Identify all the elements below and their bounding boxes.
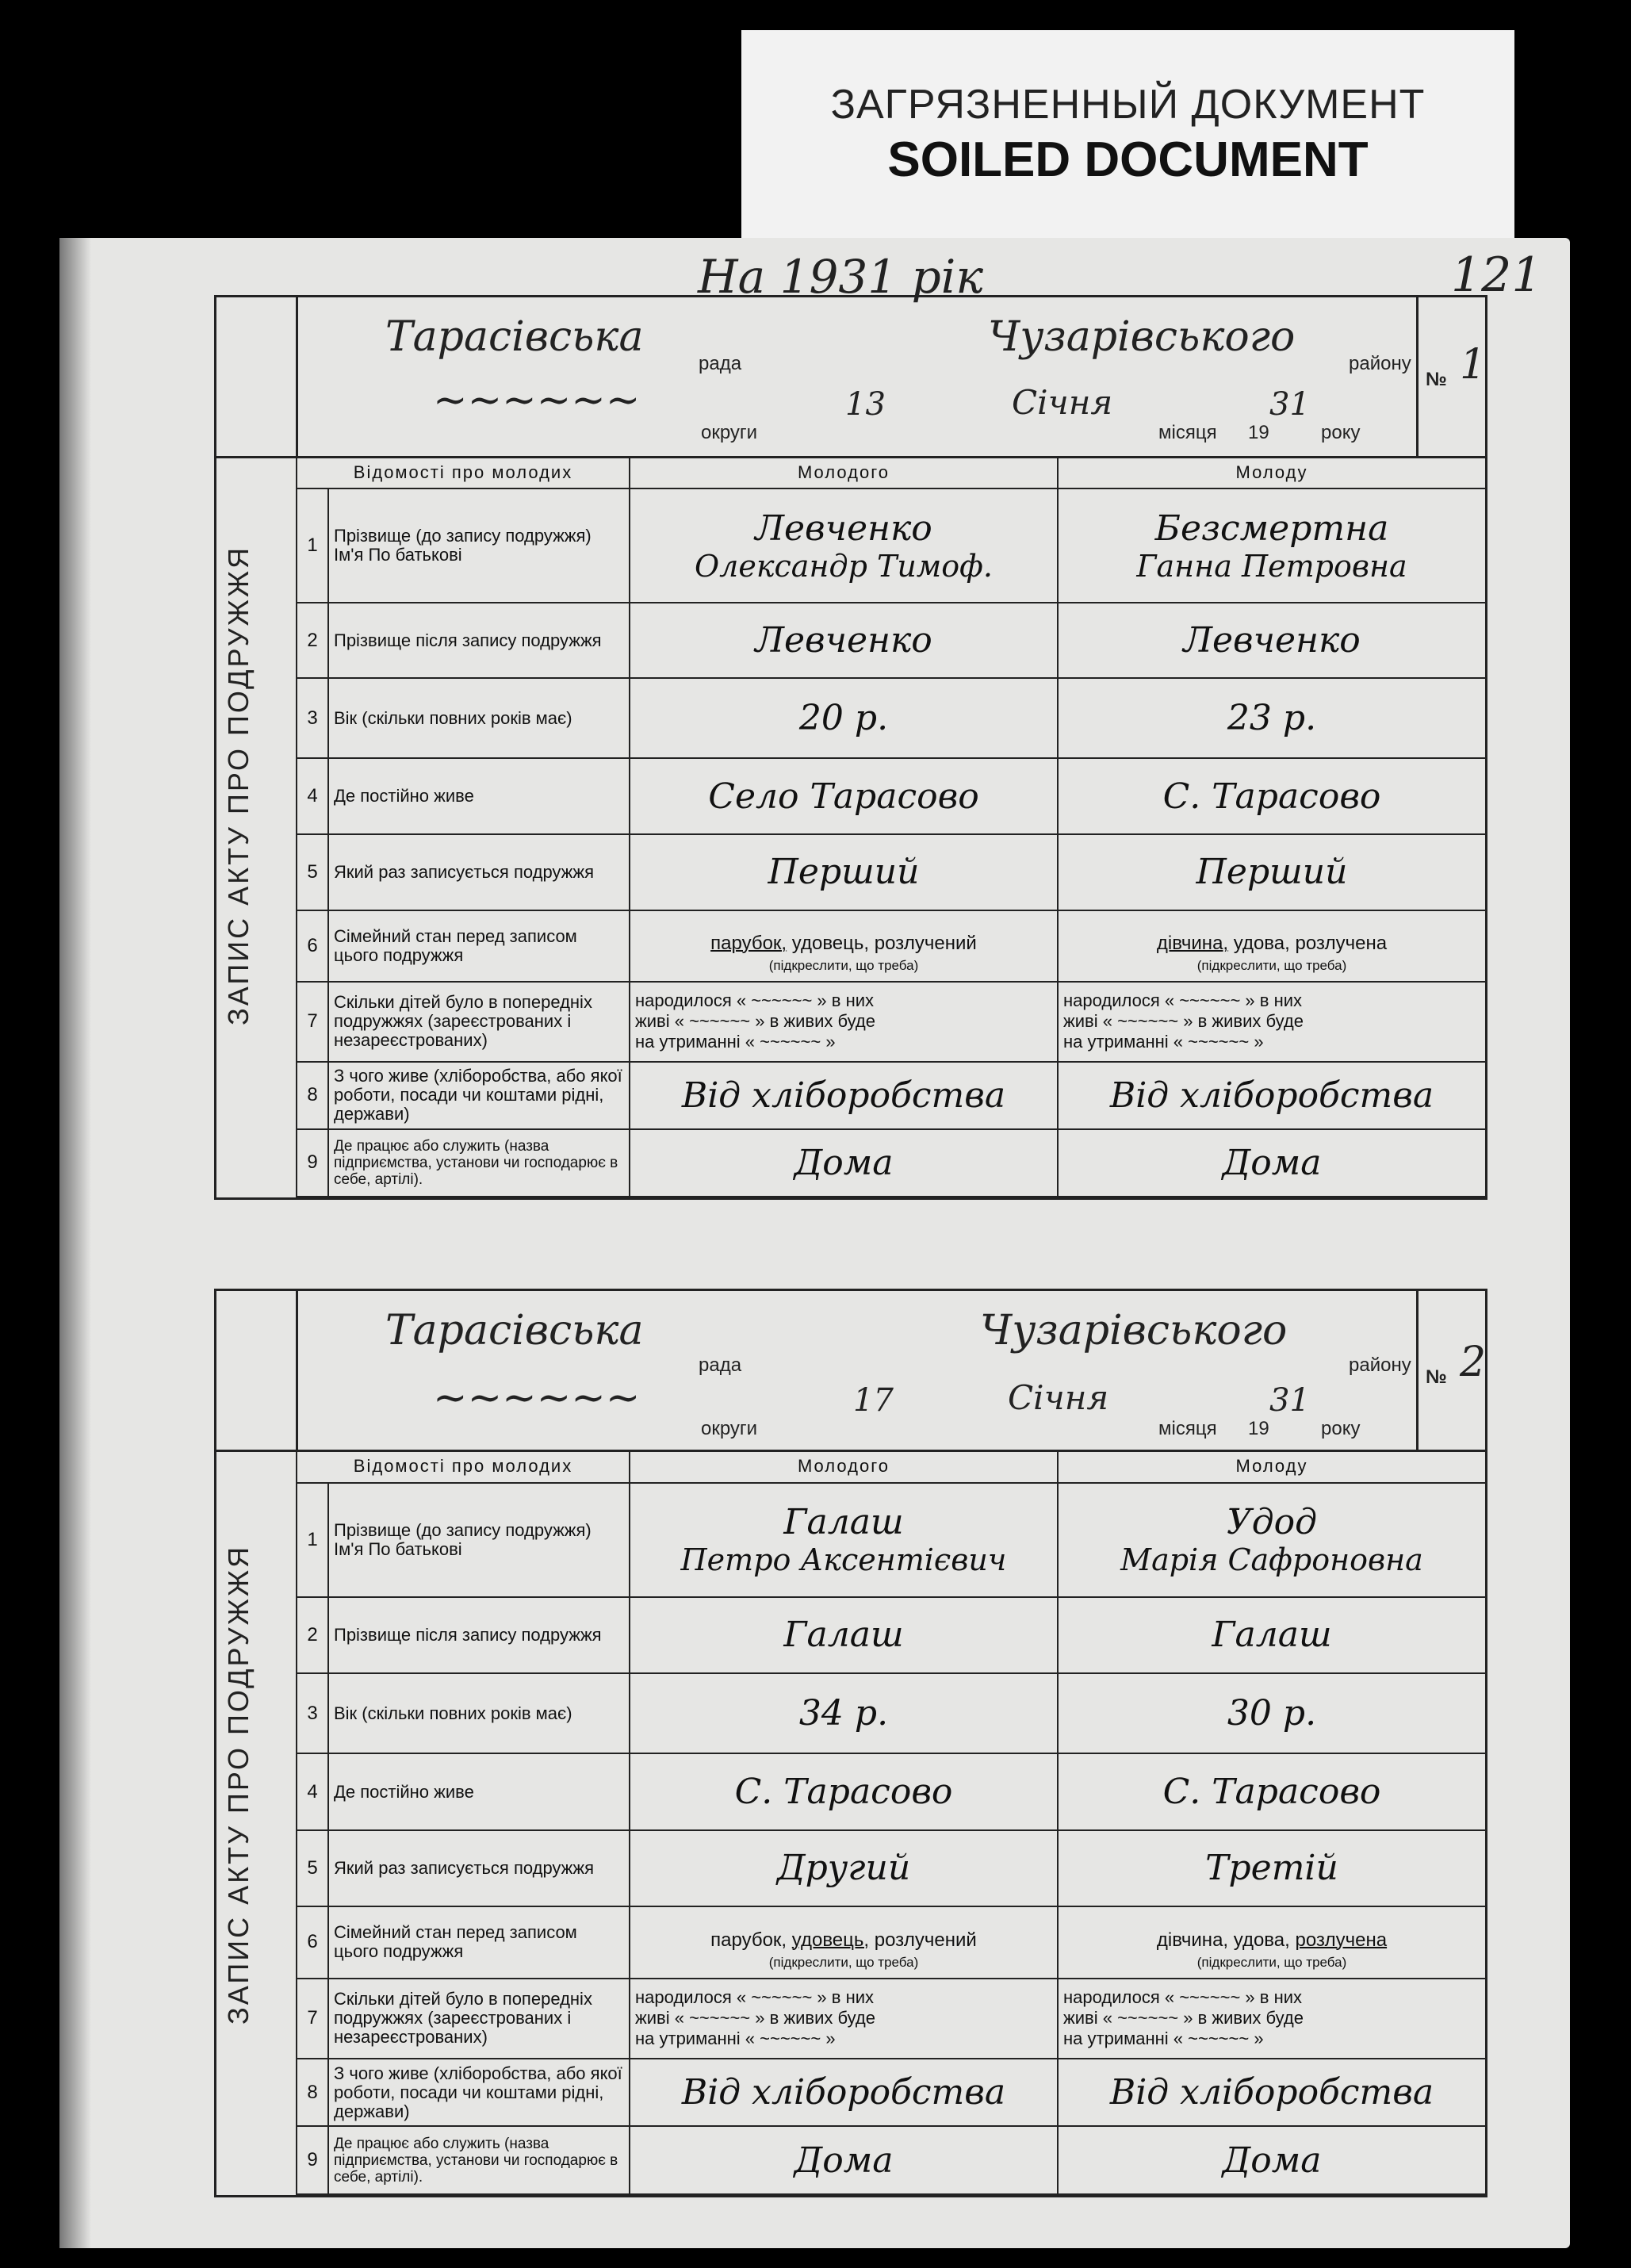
roku-label: року	[1321, 422, 1361, 443]
year-header: На 1931 рік	[698, 250, 983, 304]
groom-surname-after: Галаш	[630, 1597, 1058, 1673]
blank-dash: ~~~~~~	[1117, 1011, 1179, 1032]
groom-surname: Галаш	[783, 1502, 904, 1543]
record-2-table	[296, 1450, 1487, 2195]
record-2-header	[216, 1291, 1485, 1452]
row-number: 5	[297, 1830, 328, 1906]
groom-age: 20 р.	[630, 678, 1058, 758]
question-times-married: Який раз записується подружжя	[328, 1830, 630, 1906]
children-label: » в них	[817, 990, 875, 1011]
row-number: 8	[297, 1062, 328, 1129]
blank-dash: ~~~~~~	[689, 2008, 751, 2029]
question-residence: Де постійно живе	[328, 758, 630, 834]
question-marital-status: Сімейний стан перед записом цього подружжя	[328, 910, 630, 982]
row-number: 1	[297, 1483, 328, 1597]
underline-hint: (підкреслити, що треба)	[768, 1954, 919, 1970]
row-number: 4	[297, 1753, 328, 1829]
children-label: » в живих буде	[755, 1011, 875, 1032]
groom-marital-status	[630, 1906, 1058, 1979]
question-name: Прізвище (до запису подружжя) Ім'я По батькові	[328, 488, 630, 602]
bride-surname: Удод	[1226, 1502, 1318, 1543]
row-number: 7	[297, 982, 328, 1062]
year-prefix: 19	[1248, 1418, 1269, 1439]
question-age: Вік (скільки повних років має)	[328, 1673, 630, 1753]
bride-surname-after: Левченко	[1058, 603, 1486, 679]
okruhy-label: округи	[701, 1418, 758, 1439]
children-alive-label: живі «	[1063, 1011, 1112, 1032]
row-number: 2	[297, 1597, 328, 1673]
status-option-underlined: розлучена	[1295, 1929, 1388, 1951]
groom-workplace: Дома	[630, 1129, 1058, 1197]
status-option-underlined: парубок,	[710, 933, 787, 955]
status-option: розлучена	[1295, 933, 1388, 955]
number-label: №	[1426, 1366, 1447, 1388]
bride-income: Від хліборобства	[1058, 2059, 1486, 2126]
number-label: №	[1426, 369, 1447, 390]
question-income: З чого живе (хліборобства, або якої роботи, посади чи коштами рідні, держави)	[328, 2059, 630, 2126]
col-info-header: Відомості про молодих	[297, 457, 630, 488]
question-residence: Де постійно живе	[328, 1753, 630, 1829]
children-support-label: на утриманні «	[1063, 1032, 1183, 1052]
blank-dash: ~~~~~~	[1188, 1032, 1250, 1052]
children-born-label: народилося «	[635, 1987, 747, 2008]
blank-dash: ~~~~~~	[1188, 2029, 1250, 2049]
underline-hint: (підкреслити, що треба)	[768, 958, 919, 974]
bride-workplace: Дома	[1058, 1129, 1486, 1197]
groom-name-cell	[630, 488, 1058, 602]
bride-name-cell	[1058, 1483, 1486, 1597]
children-support-label: на утриманні «	[635, 2029, 755, 2049]
bride-times-married: Перший	[1058, 834, 1486, 910]
bride-given-name: Марія Сафроновна	[1120, 1542, 1423, 1578]
groom-surname: Левченко	[755, 508, 932, 549]
bride-income: Від хліборобства	[1058, 1062, 1486, 1129]
groom-children	[630, 1979, 1058, 2059]
groom-income: Від хліборобства	[630, 2059, 1058, 2126]
raion-label: району	[1349, 353, 1411, 374]
bride-age: 23 р.	[1058, 678, 1486, 758]
okruha-value: ~~~~~~	[433, 377, 641, 424]
misiatsia-label: місяця	[1158, 422, 1217, 443]
status-option: дівчина,	[1156, 1929, 1229, 1951]
blank-dash: ~~~~~~	[751, 990, 813, 1011]
groom-given-name: Олександр Тимоф.	[694, 548, 993, 584]
soiled-document-stamp	[741, 30, 1514, 238]
question-workplace: Де працює або служить (назва підприємства, установи чи господарює в себе, артілі).	[328, 2126, 630, 2194]
children-label: »	[825, 2029, 836, 2049]
question-children: Скільки дітей було в попередніх подружжях (зареєстрованих і незареєстрованих)	[328, 982, 630, 1062]
groom-income: Від хліборобства	[630, 1062, 1058, 1129]
rada-name: Тарасівська	[385, 313, 644, 361]
row-number: 3	[297, 678, 328, 758]
raion-name: Чузарівського	[980, 1307, 1288, 1354]
side-label-record-1: ЗАПИС АКТУ ПРО ПОДРУЖЖЯ	[222, 545, 255, 1025]
page-edge-shadow	[59, 238, 91, 2248]
bride-given-name: Ганна Петровна	[1136, 548, 1407, 584]
children-label: »	[1254, 2029, 1264, 2049]
children-support-label: на утриманні «	[1063, 2029, 1183, 2049]
row-number: 4	[297, 758, 328, 834]
year-suffix: 31	[1269, 1382, 1310, 1419]
status-option: розлучений	[874, 1929, 977, 1951]
children-label: » в живих буде	[1183, 2008, 1304, 2029]
row-number: 9	[297, 2126, 328, 2194]
children-label: » в них	[817, 1987, 875, 2008]
children-label: »	[1254, 1032, 1264, 1052]
row-number: 3	[297, 1673, 328, 1753]
groom-surname-after: Левченко	[630, 603, 1058, 679]
blank-dash: ~~~~~~	[760, 2029, 821, 2049]
marriage-record-2	[214, 1289, 1487, 2197]
row-number: 7	[297, 1979, 328, 2059]
children-label: » в живих буде	[755, 2008, 875, 2029]
row-number: 5	[297, 834, 328, 910]
status-option: парубок,	[710, 1929, 787, 1951]
bride-marital-status	[1058, 910, 1486, 982]
blank-dash: ~~~~~~	[1179, 1987, 1241, 2008]
month: Січня	[1012, 383, 1113, 422]
groom-residence: С. Тарасово	[630, 1753, 1058, 1829]
record-1-header	[216, 297, 1485, 458]
col-groom-header: Молодого	[630, 1450, 1058, 1483]
underline-hint: (підкреслити, що треба)	[1196, 958, 1347, 974]
year-prefix: 19	[1248, 422, 1269, 443]
question-times-married: Який раз записується подружжя	[328, 834, 630, 910]
status-option: удова,	[1233, 1929, 1290, 1951]
blank-dash: ~~~~~~	[689, 1011, 751, 1032]
groom-residence: Село Тарасово	[630, 758, 1058, 834]
blank-dash: ~~~~~~	[751, 1987, 813, 2008]
okruhy-label: округи	[701, 422, 758, 443]
groom-times-married: Перший	[630, 834, 1058, 910]
question-surname-after: Прізвище після запису подружжя	[328, 1597, 630, 1673]
marriage-record-1	[214, 295, 1487, 1200]
page-number: 121	[1451, 247, 1542, 303]
bride-residence: С. Тарасово	[1058, 1753, 1486, 1829]
children-born-label: народилося «	[635, 990, 747, 1011]
row-number: 6	[297, 1906, 328, 1979]
record-number: 2	[1460, 1339, 1487, 1386]
month: Січня	[1008, 1378, 1109, 1417]
children-born-label: народилося «	[1063, 990, 1175, 1011]
col-bride-header: Молоду	[1058, 457, 1486, 488]
bride-marital-status	[1058, 1906, 1486, 1979]
bride-surname: Безсмертна	[1154, 508, 1389, 549]
row-number: 1	[297, 488, 328, 602]
bride-workplace: Дома	[1058, 2126, 1486, 2194]
record-number: 1	[1460, 341, 1487, 389]
row-number: 9	[297, 1129, 328, 1197]
col-info-header: Відомості про молодих	[297, 1450, 630, 1483]
children-born-label: народилося «	[1063, 1987, 1175, 2008]
rada-label: рада	[699, 353, 742, 374]
groom-times-married: Другий	[630, 1830, 1058, 1906]
day: 17	[853, 1382, 894, 1419]
status-option: розлучений	[874, 933, 977, 955]
stamp-line-english: SOILED DOCUMENT	[887, 132, 1369, 187]
col-groom-header: Молодого	[630, 457, 1058, 488]
roku-label: року	[1321, 1418, 1361, 1439]
raion-label: району	[1349, 1354, 1411, 1376]
side-label-record-2: ЗАПИС АКТУ ПРО ПОДРУЖЖЯ	[222, 1544, 255, 2025]
groom-given-name: Петро Аксентієвич	[680, 1542, 1007, 1578]
children-label: » в них	[1245, 1987, 1303, 2008]
col-bride-header: Молоду	[1058, 1450, 1486, 1483]
day: 13	[845, 386, 886, 423]
status-option: удовець,	[791, 933, 870, 955]
bride-children	[1058, 982, 1486, 1062]
misiatsia-label: місяця	[1158, 1418, 1217, 1439]
children-label: » в них	[1245, 990, 1303, 1011]
bride-children	[1058, 1979, 1486, 2059]
groom-name-cell	[630, 1483, 1058, 1597]
underline-hint: (підкреслити, що треба)	[1196, 1954, 1347, 1970]
status-option-underlined: дівчина,	[1156, 933, 1229, 955]
question-name: Прізвище (до запису подружжя) Ім'я По батькові	[328, 1483, 630, 1597]
blank-dash: ~~~~~~	[760, 1032, 821, 1052]
year-suffix: 31	[1269, 386, 1310, 423]
question-surname-after: Прізвище після запису подружжя	[328, 603, 630, 679]
rada-label: рада	[699, 1354, 742, 1376]
groom-age: 34 р.	[630, 1673, 1058, 1753]
bride-times-married: Третій	[1058, 1830, 1486, 1906]
children-label: »	[825, 1032, 836, 1052]
question-marital-status: Сімейний стан перед записом цього подружжя	[328, 1906, 630, 1979]
question-age: Вік (скільки повних років має)	[328, 678, 630, 758]
bride-name-cell	[1058, 488, 1486, 602]
blank-dash: ~~~~~~	[1117, 2008, 1179, 2029]
bride-residence: С. Тарасово	[1058, 758, 1486, 834]
status-option: удова,	[1233, 933, 1290, 955]
children-alive-label: живі «	[1063, 2008, 1112, 2029]
blank-dash: ~~~~~~	[1179, 990, 1241, 1011]
question-workplace: Де працює або служить (назва підприємства, установи чи господарює в себе, артілі).	[328, 1129, 630, 1197]
row-number: 8	[297, 2059, 328, 2126]
raion-name: Чузарівського	[988, 313, 1296, 361]
row-number: 2	[297, 603, 328, 679]
children-label: » в живих буде	[1183, 1011, 1304, 1032]
groom-marital-status	[630, 910, 1058, 982]
children-alive-label: живі «	[635, 2008, 684, 2029]
stamp-line-russian: ЗАГРЯЗНЕННЫЙ ДОКУМЕНТ	[830, 82, 1426, 128]
children-alive-label: живі «	[635, 1011, 684, 1032]
row-number: 6	[297, 910, 328, 982]
bride-surname-after: Галаш	[1058, 1597, 1486, 1673]
question-children: Скільки дітей було в попередніх подружжях (зареєстрованих і незареєстрованих)	[328, 1979, 630, 2059]
record-1-table	[296, 456, 1487, 1197]
question-income: З чого живе (хліборобства, або якої роботи, посади чи коштами рідні, держави)	[328, 1062, 630, 1129]
bride-age: 30 р.	[1058, 1673, 1486, 1753]
groom-workplace: Дома	[630, 2126, 1058, 2194]
okruha-value: ~~~~~~	[433, 1374, 641, 1422]
rada-name: Тарасівська	[385, 1307, 644, 1354]
groom-children	[630, 982, 1058, 1062]
status-option-underlined: удовець,	[791, 1929, 870, 1951]
children-support-label: на утриманні «	[635, 1032, 755, 1052]
